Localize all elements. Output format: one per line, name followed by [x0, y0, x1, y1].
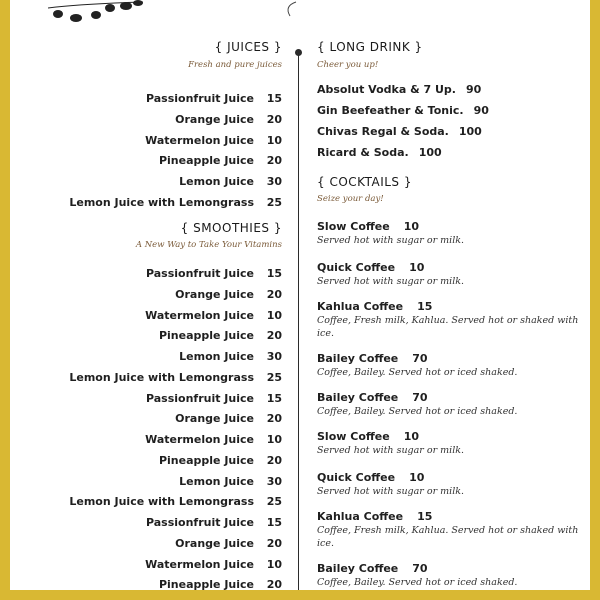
item-price: 30 — [266, 350, 282, 363]
item-price: 30 — [266, 175, 282, 189]
item-description: Coffee, Bailey. Served hot or iced shaked. — [317, 367, 518, 378]
item-name: Orange Juice — [175, 287, 254, 301]
item-name: Lemon Juice with Lemongrass — [69, 370, 254, 384]
item-price: 10 — [266, 133, 282, 147]
cocktail-heading — [317, 430, 587, 443]
item-price: 15 — [266, 92, 282, 105]
ornament-arc — [280, 0, 300, 18]
item-price: 20 — [266, 578, 282, 590]
item-name: Watermelon Juice — [145, 433, 254, 446]
item-name: Orange Juice — [175, 112, 254, 126]
menu-item-row — [146, 92, 282, 105]
cocktail-item — [317, 562, 587, 589]
cocktail-item — [317, 471, 587, 498]
cocktail-heading — [317, 391, 587, 404]
item-name: Quick Coffee — [317, 261, 396, 274]
cocktail-item — [317, 300, 587, 340]
smoothies-subtitle: A New Way to Take Your Vitamins — [135, 240, 282, 250]
item-name: Absolut Vodka & 7 Up. — [317, 83, 456, 96]
menu-item-row — [159, 329, 282, 342]
item-description: Coffee, Bailey. Served hot or iced shaked. — [317, 406, 518, 417]
divider-dot — [295, 49, 302, 56]
item-name: Watermelon Juice — [145, 557, 254, 571]
item-price: 30 — [266, 474, 282, 488]
menu-item-row — [175, 537, 282, 550]
item-description: Served hot with sugar or milk. — [317, 276, 465, 287]
item-price: 20 — [266, 536, 282, 550]
long-drink-item — [317, 146, 442, 159]
item-name: Watermelon Juice — [145, 133, 254, 147]
menu-item-row — [175, 113, 282, 126]
item-name: Lemon Juice with Lemongrass — [69, 196, 254, 209]
menu-item-row — [175, 412, 282, 425]
cocktail-heading — [317, 220, 587, 233]
menu-item-row — [146, 267, 282, 280]
item-price: 25 — [266, 370, 282, 384]
item-price: 100 — [418, 146, 442, 159]
menu-page — [10, 0, 590, 590]
item-name: Ricard & Soda. — [317, 146, 409, 159]
menu-item-row — [146, 392, 282, 405]
item-price: 70 — [412, 391, 428, 404]
item-price: 15 — [266, 516, 282, 529]
item-name: Passionfruit Juice — [145, 92, 254, 105]
smoothies-title: { SMOOTHIES } — [180, 221, 282, 235]
item-price: 25 — [266, 495, 282, 509]
item-name: Orange Juice — [175, 412, 254, 426]
menu-item-row — [146, 516, 282, 529]
item-description: Coffee, Fresh milk, Kahlua. Served hot or shaked with ice. — [317, 315, 579, 339]
cocktail-item — [317, 261, 587, 288]
menu-item-row — [69, 495, 282, 508]
long-drink-title: { LONG DRINK } — [317, 40, 423, 54]
item-name: Pineapple Juice — [158, 329, 254, 343]
item-name: Bailey Coffee — [317, 562, 399, 575]
item-price: 15 — [417, 300, 433, 313]
item-name: Kahlua Coffee — [317, 510, 404, 523]
item-price: 20 — [266, 453, 282, 467]
cocktails-subtitle: Seize your day! — [317, 194, 384, 204]
item-name: Lemon Juice — [179, 175, 254, 189]
menu-item-row — [159, 154, 282, 167]
item-name: Orange Juice — [175, 536, 254, 550]
item-price: 15 — [266, 267, 282, 280]
cocktail-item — [317, 220, 587, 247]
item-name: Quick Coffee — [317, 471, 396, 484]
item-name: Slow Coffee — [317, 220, 390, 233]
item-price: 15 — [266, 391, 282, 405]
item-description: Coffee, Fresh milk, Kahlua. Served hot or shaked with ice. — [317, 525, 579, 549]
menu-item-row — [179, 350, 282, 363]
item-price: 100 — [458, 125, 482, 138]
cocktail-item — [317, 510, 587, 550]
item-name: Chivas Regal & Soda. — [317, 125, 449, 138]
cocktail-heading — [317, 471, 587, 484]
item-description: Served hot with sugar or milk. — [317, 486, 465, 497]
item-price: 10 — [266, 557, 282, 571]
item-name: Pineapple Juice — [158, 453, 254, 467]
menu-item-row — [69, 196, 282, 209]
item-name: Kahlua Coffee — [317, 300, 404, 313]
item-name: Passionfruit Juice — [145, 267, 254, 280]
item-price: 70 — [412, 352, 428, 365]
item-description: Coffee, Bailey. Served hot or iced shaked. — [317, 577, 518, 588]
long-drink-item — [317, 125, 482, 138]
item-name: Slow Coffee — [317, 430, 390, 443]
item-price: 10 — [266, 433, 282, 446]
long-drink-item — [317, 83, 481, 96]
item-price: 25 — [266, 196, 282, 209]
item-price: 20 — [266, 112, 282, 126]
item-price: 20 — [266, 287, 282, 301]
item-name: Passionfruit Juice — [145, 516, 254, 529]
menu-item-row — [145, 433, 282, 446]
juices-title: { JUICES } — [214, 40, 282, 54]
item-name: Lemon Juice — [179, 350, 254, 363]
cocktail-heading — [317, 261, 587, 274]
item-price: 10 — [403, 220, 420, 233]
cocktail-heading — [317, 352, 587, 365]
item-name: Bailey Coffee — [317, 352, 399, 365]
menu-item-row — [179, 175, 282, 188]
menu-item-row — [159, 454, 282, 467]
cocktail-heading — [317, 562, 587, 575]
item-name: Lemon Juice — [179, 474, 254, 488]
leaf-branch-decoration — [48, 0, 148, 26]
menu-item-row — [179, 475, 282, 488]
cocktail-item — [317, 430, 587, 457]
item-price: 90 — [465, 83, 482, 96]
juices-subtitle: Fresh and pure juices — [188, 60, 282, 70]
item-name: Watermelon Juice — [145, 308, 254, 322]
item-price: 10 — [266, 308, 282, 322]
menu-item-row — [145, 558, 282, 571]
item-description: Served hot with sugar or milk. — [317, 445, 465, 456]
item-name: Bailey Coffee — [317, 391, 399, 404]
column-divider — [298, 50, 299, 590]
item-price: 70 — [412, 562, 428, 575]
menu-item-row — [175, 288, 282, 301]
menu-item-row — [145, 309, 282, 322]
item-price: 90 — [473, 104, 489, 117]
cocktail-item — [317, 391, 587, 418]
item-price: 15 — [417, 510, 433, 523]
item-name: Gin Beefeather & Tonic. — [317, 104, 464, 117]
menu-item-row — [159, 578, 282, 590]
long-drink-subtitle: Cheer you up! — [317, 60, 379, 70]
item-price: 10 — [409, 261, 425, 274]
cocktail-heading — [317, 300, 587, 313]
item-name: Lemon Juice with Lemongrass — [69, 495, 254, 509]
item-name: Passionfruit Juice — [145, 391, 254, 405]
item-description: Served hot with sugar or milk. — [317, 235, 465, 246]
item-price: 10 — [403, 430, 420, 443]
long-drink-item — [317, 104, 489, 117]
item-name: Pineapple Juice — [158, 154, 254, 168]
cocktails-title: { COCKTAILS } — [317, 175, 412, 189]
cocktail-item — [317, 352, 587, 379]
menu-item-row — [69, 371, 282, 384]
item-name: Pineapple Juice — [158, 578, 254, 590]
item-price: 20 — [266, 329, 282, 343]
cocktail-heading — [317, 510, 587, 523]
item-price: 20 — [266, 412, 282, 426]
menu-item-row — [145, 134, 282, 147]
item-price: 20 — [266, 154, 282, 168]
item-price: 10 — [409, 471, 425, 484]
